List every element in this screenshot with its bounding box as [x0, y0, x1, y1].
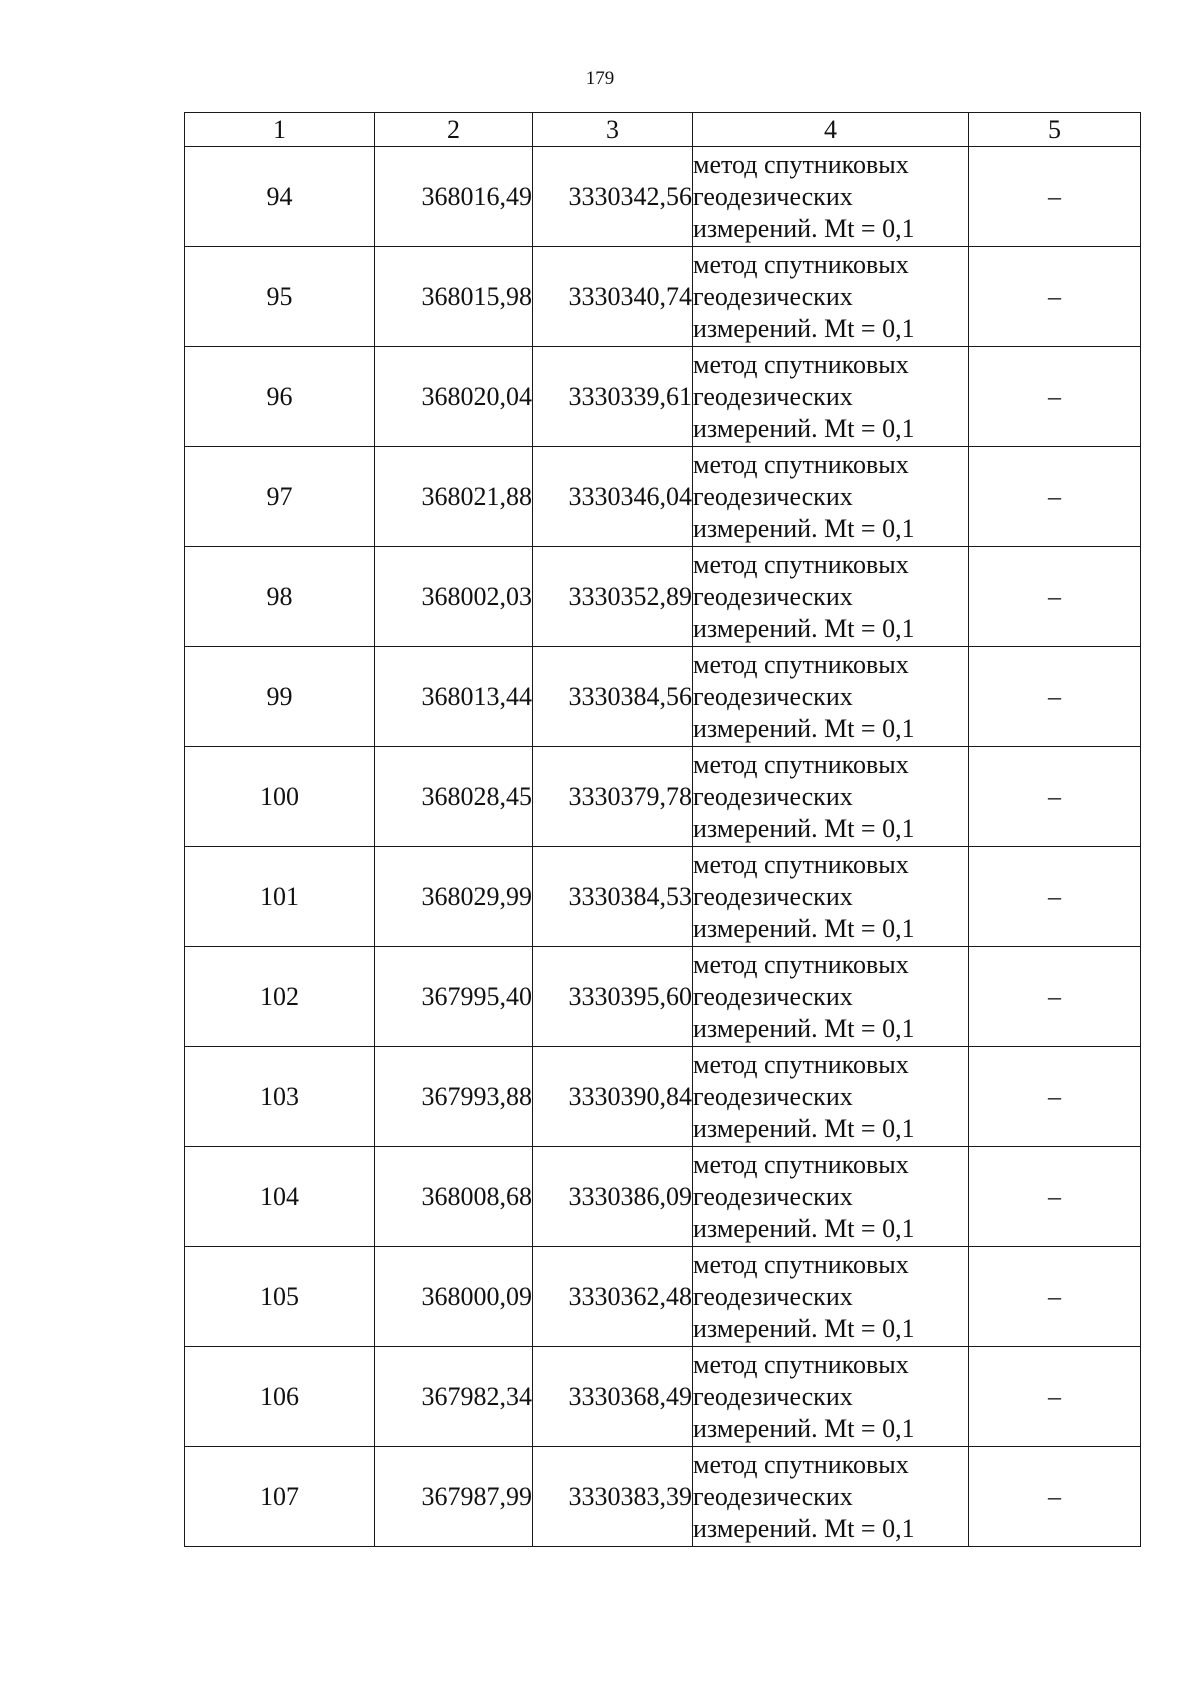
point-number-cell: 107: [185, 1447, 375, 1547]
table-row: [185, 747, 1141, 847]
y-coordinate-cell: 3330383,39: [533, 1447, 693, 1547]
table-row: [185, 1047, 1141, 1147]
method-cell: [693, 847, 969, 947]
page-number: 179: [585, 68, 615, 89]
method-line: метод спутниковых: [693, 549, 909, 579]
method-line: геодезических: [693, 1381, 853, 1411]
method-line: метод спутниковых: [693, 249, 909, 279]
column-5-cell: –: [969, 847, 1141, 947]
x-coordinate-cell: 367982,34: [375, 1347, 533, 1447]
table-row: [185, 847, 1141, 947]
method-line: геодезических: [693, 1181, 853, 1211]
method-line: метод спутниковых: [693, 349, 909, 379]
column-5-cell: –: [969, 147, 1141, 247]
column-5-cell: –: [969, 647, 1141, 747]
point-number-cell: 102: [185, 947, 375, 1047]
table-row: [185, 547, 1141, 647]
method-line: измерений. Mt = 0,1: [693, 1413, 915, 1443]
method-line: геодезических: [693, 181, 853, 211]
y-coordinate-cell: 3330384,53: [533, 847, 693, 947]
x-coordinate-cell: 368020,04: [375, 347, 533, 447]
method-line: геодезических: [693, 481, 853, 511]
method-line: метод спутниковых: [693, 1049, 909, 1079]
method-cell: [693, 1347, 969, 1447]
method-line: геодезических: [693, 981, 853, 1011]
column-5-cell: –: [969, 1347, 1141, 1447]
method-line: измерений. Mt = 0,1: [693, 913, 915, 943]
column-5-cell: –: [969, 1447, 1141, 1547]
y-coordinate-cell: 3330352,89: [533, 547, 693, 647]
method-line: геодезических: [693, 881, 853, 911]
point-number-cell: 106: [185, 1347, 375, 1447]
table-row: [185, 247, 1141, 347]
table-body: [185, 147, 1141, 1547]
table-row: [185, 447, 1141, 547]
x-coordinate-cell: 367987,99: [375, 1447, 533, 1547]
y-coordinate-cell: 3330346,04: [533, 447, 693, 547]
method-cell: [693, 447, 969, 547]
y-coordinate-cell: 3330386,09: [533, 1147, 693, 1247]
column-5-cell: –: [969, 747, 1141, 847]
column-5-cell: –: [969, 447, 1141, 547]
x-coordinate-cell: 368013,44: [375, 647, 533, 747]
x-coordinate-cell: 367995,40: [375, 947, 533, 1047]
point-number-cell: 103: [185, 1047, 375, 1147]
x-coordinate-cell: 368016,49: [375, 147, 533, 247]
y-coordinate-cell: 3330342,56: [533, 147, 693, 247]
method-line: измерений. Mt = 0,1: [693, 613, 915, 643]
column-5-cell: –: [969, 1247, 1141, 1347]
method-line: измерений. Mt = 0,1: [693, 213, 915, 243]
point-number-cell: 97: [185, 447, 375, 547]
method-line: метод спутниковых: [693, 1149, 909, 1179]
column-5-cell: –: [969, 247, 1141, 347]
x-coordinate-cell: 368000,09: [375, 1247, 533, 1347]
method-cell: [693, 647, 969, 747]
table-row: [185, 1147, 1141, 1247]
method-line: геодезических: [693, 1081, 853, 1111]
method-line: метод спутниковых: [693, 1349, 909, 1379]
table-row: [185, 347, 1141, 447]
y-coordinate-cell: 3330362,48: [533, 1247, 693, 1347]
method-line: геодезических: [693, 281, 853, 311]
point-number-cell: 95: [185, 247, 375, 347]
x-coordinate-cell: 368015,98: [375, 247, 533, 347]
method-line: метод спутниковых: [693, 749, 909, 779]
method-cell: [693, 1147, 969, 1247]
table-row: [185, 947, 1141, 1047]
method-line: метод спутниковых: [693, 849, 909, 879]
header-col-2: 2: [375, 113, 533, 147]
method-line: измерений. Mt = 0,1: [693, 1013, 915, 1043]
method-line: геодезических: [693, 781, 853, 811]
method-line: метод спутниковых: [693, 1449, 909, 1479]
method-line: измерений. Mt = 0,1: [693, 1313, 915, 1343]
table-row: [185, 1347, 1141, 1447]
point-number-cell: 98: [185, 547, 375, 647]
y-coordinate-cell: 3330390,84: [533, 1047, 693, 1147]
method-cell: [693, 147, 969, 247]
x-coordinate-cell: 368021,88: [375, 447, 533, 547]
method-line: геодезических: [693, 1281, 853, 1311]
column-5-cell: –: [969, 1147, 1141, 1247]
table-row: [185, 647, 1141, 747]
method-cell: [693, 547, 969, 647]
method-cell: [693, 1247, 969, 1347]
column-5-cell: –: [969, 547, 1141, 647]
method-cell: [693, 347, 969, 447]
method-line: метод спутниковых: [693, 149, 909, 179]
method-line: геодезических: [693, 681, 853, 711]
method-cell: [693, 747, 969, 847]
method-line: измерений. Mt = 0,1: [693, 813, 915, 843]
table-row: [185, 1247, 1141, 1347]
method-line: метод спутниковых: [693, 1249, 909, 1279]
x-coordinate-cell: 368002,03: [375, 547, 533, 647]
x-coordinate-cell: 368008,68: [375, 1147, 533, 1247]
method-line: измерений. Mt = 0,1: [693, 413, 915, 443]
y-coordinate-cell: 3330340,74: [533, 247, 693, 347]
point-number-cell: 94: [185, 147, 375, 247]
header-col-1: 1: [185, 113, 375, 147]
point-number-cell: 104: [185, 1147, 375, 1247]
column-5-cell: –: [969, 947, 1141, 1047]
point-number-cell: 100: [185, 747, 375, 847]
point-number-cell: 99: [185, 647, 375, 747]
y-coordinate-cell: 3330384,56: [533, 647, 693, 747]
table-header-row: [185, 113, 1141, 147]
point-number-cell: 101: [185, 847, 375, 947]
method-cell: [693, 247, 969, 347]
method-line: измерений. Mt = 0,1: [693, 1213, 915, 1243]
column-5-cell: –: [969, 1047, 1141, 1147]
point-number-cell: 105: [185, 1247, 375, 1347]
method-cell: [693, 947, 969, 1047]
header-col-3: 3: [533, 113, 693, 147]
x-coordinate-cell: 368029,99: [375, 847, 533, 947]
table-row: [185, 147, 1141, 247]
method-line: геодезических: [693, 1481, 853, 1511]
method-line: измерений. Mt = 0,1: [693, 1513, 915, 1543]
method-cell: [693, 1447, 969, 1547]
method-line: геодезических: [693, 381, 853, 411]
coordinates-table: [184, 112, 1141, 1547]
method-cell: [693, 1047, 969, 1147]
method-line: измерений. Mt = 0,1: [693, 313, 915, 343]
method-line: метод спутниковых: [693, 949, 909, 979]
table-row: [185, 1447, 1141, 1547]
x-coordinate-cell: 367993,88: [375, 1047, 533, 1147]
column-5-cell: –: [969, 347, 1141, 447]
y-coordinate-cell: 3330368,49: [533, 1347, 693, 1447]
method-line: метод спутниковых: [693, 449, 909, 479]
method-line: измерений. Mt = 0,1: [693, 513, 915, 543]
x-coordinate-cell: 368028,45: [375, 747, 533, 847]
y-coordinate-cell: 3330395,60: [533, 947, 693, 1047]
header-col-4: 4: [693, 113, 969, 147]
y-coordinate-cell: 3330379,78: [533, 747, 693, 847]
method-line: геодезических: [693, 581, 853, 611]
method-line: метод спутниковых: [693, 649, 909, 679]
header-col-5: 5: [969, 113, 1141, 147]
method-line: измерений. Mt = 0,1: [693, 713, 915, 743]
y-coordinate-cell: 3330339,61: [533, 347, 693, 447]
point-number-cell: 96: [185, 347, 375, 447]
method-line: измерений. Mt = 0,1: [693, 1113, 915, 1143]
